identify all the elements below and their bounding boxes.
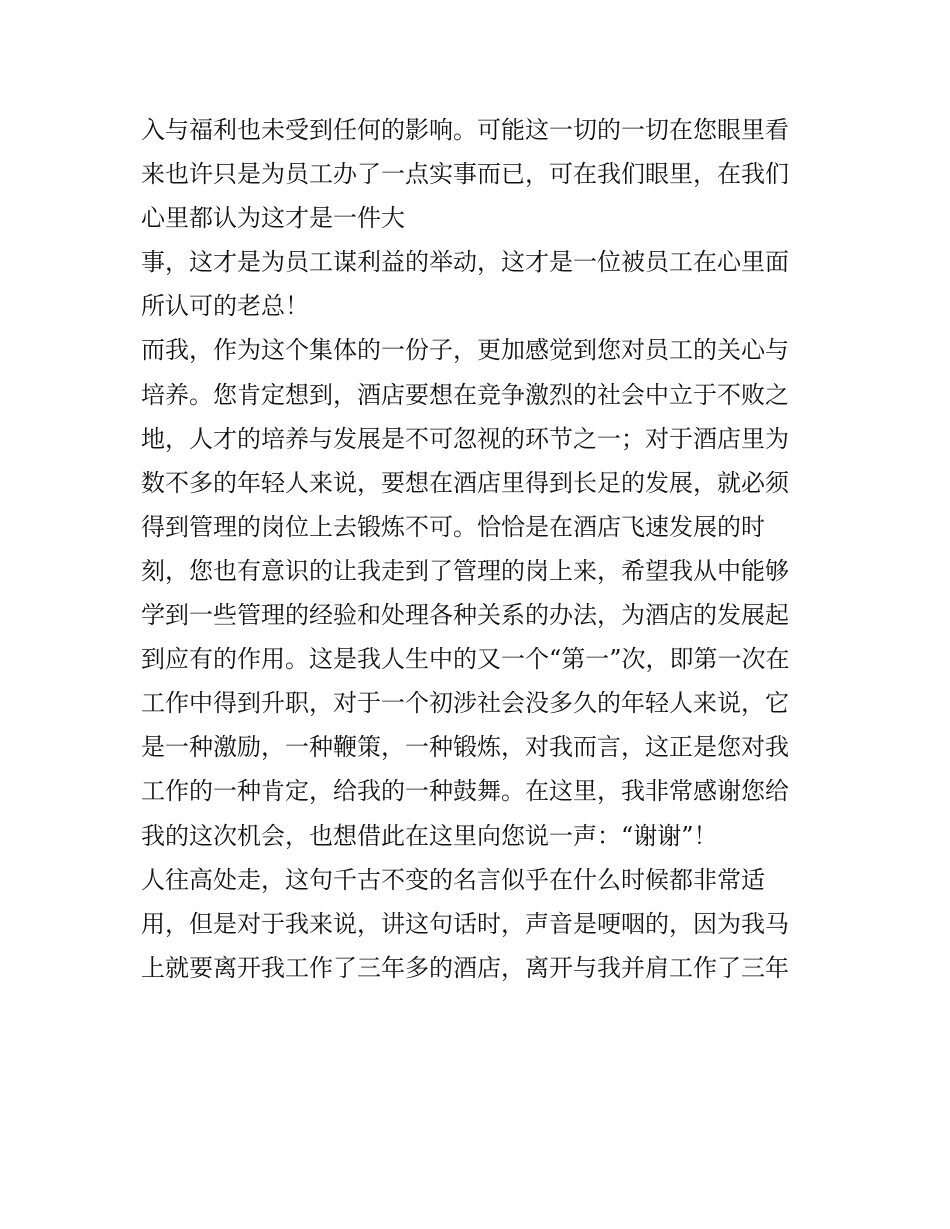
text-line: 入与福利也未受到任何的影响。可能这一切的一切在您眼里看 [141, 116, 789, 144]
text-line: 刻，您也有意识的让我走到了管理的岗上来，希望我从中能够 [141, 556, 789, 585]
body-text [141, 108, 821, 990]
text-line: 培养。您肯定想到，酒店要想在竞争激烈的社会中立于不败之 [141, 380, 789, 409]
text-line: 学到一些管理的经验和处理各种关系的办法，为酒店的发展起 [141, 601, 789, 630]
text-line: 人往高处走，这句千古不变的名言似乎在什么时候都非常适 [141, 865, 765, 894]
text-line: 得到管理的岗位上去锻炼不可。恰恰是在酒店飞速发展的时 [141, 512, 765, 541]
text-line: 地，人才的培养与发展是不可忽视的环节之一；对于酒店里为 [141, 424, 789, 453]
text-line: 心里都认为这才是一件大 [141, 204, 405, 233]
text-line: 工作的一种肯定，给我的一种鼓舞。在这里，我非常感谢您给 [141, 777, 789, 806]
text-line: 事，这才是为员工谋利益的举动，这才是一位被员工在心里面 [141, 248, 789, 277]
text-line: 数不多的年轻人来说，要想在酒店里得到长足的发展，就必须 [141, 468, 789, 497]
text-line: 上就要离开我工作了三年多的酒店，离开与我并肩工作了三年 [141, 953, 789, 982]
text-line: 用，但是对于我来说，讲这句话时，声音是哽咽的，因为我马 [141, 909, 789, 938]
text-line: 是一种激励，一种鞭策，一种锻炼，对我而言，这正是您对我 [141, 733, 789, 762]
text-line: 到应有的作用。这是我人生中的又一个“第一”次，即第一次在 [141, 645, 790, 674]
text-line: 我的这次机会，也想借此在这里向您说一声：“谢谢”！ [141, 821, 718, 850]
text-line: 而我，作为这个集体的一份子，更加感觉到您对员工的关心与 [141, 336, 789, 365]
text-line: 来也许只是为员工办了一点实事而已，可在我们眼里，在我们 [141, 160, 789, 189]
text-line: 工作中得到升职，对于一个初涉社会没多久的年轻人来说，它 [141, 689, 789, 718]
text-line: 所认可的老总！ [141, 292, 309, 321]
